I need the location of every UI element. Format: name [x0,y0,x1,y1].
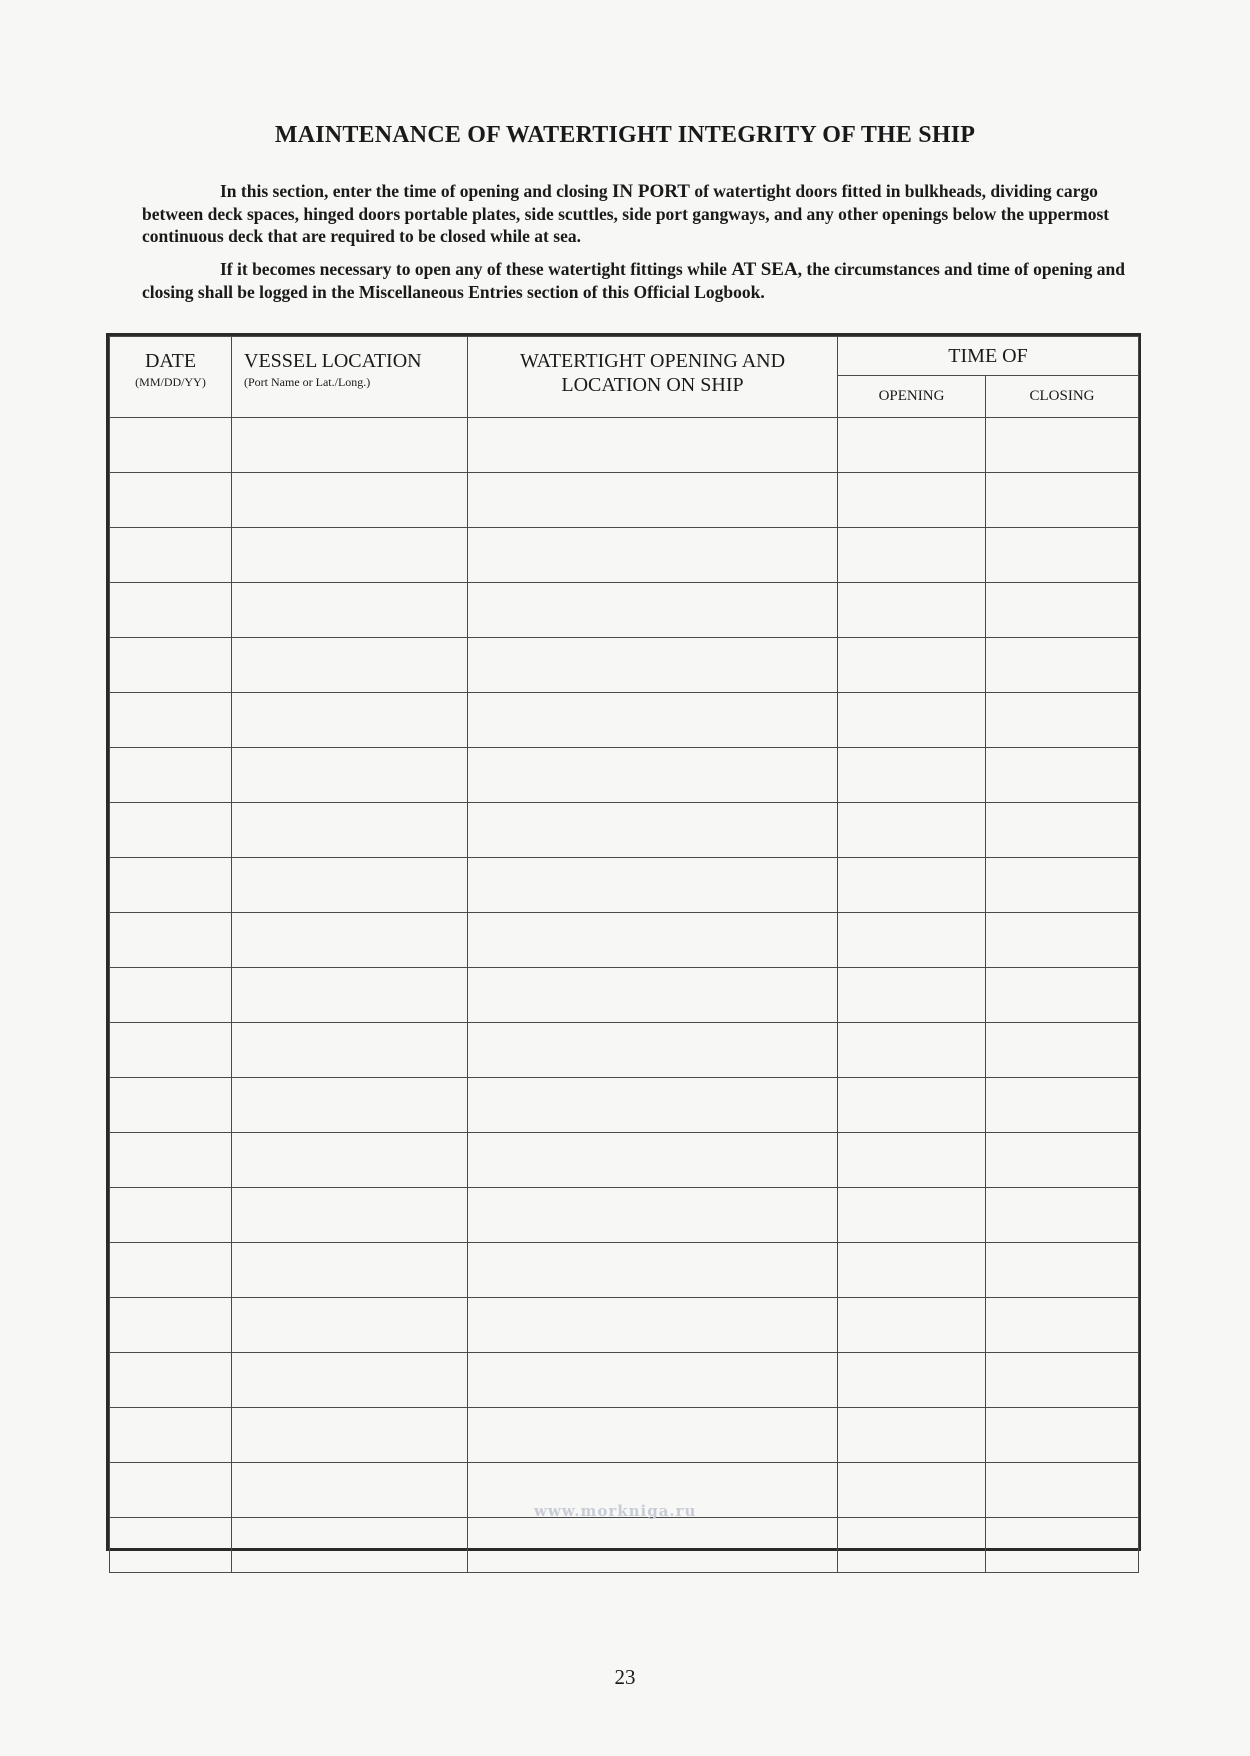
vessel-location-cell[interactable] [232,1518,468,1573]
time-closing-cell[interactable] [986,748,1139,803]
vessel-location-cell[interactable] [232,693,468,748]
vessel-location-cell[interactable] [232,748,468,803]
date-cell[interactable] [110,968,232,1023]
date-cell[interactable] [110,858,232,913]
watertight-log-table [106,333,1141,1551]
vessel-location-cell[interactable] [232,1133,468,1188]
watertight-opening-cell[interactable] [468,1133,838,1188]
table-row [110,913,1139,968]
time-closing-cell[interactable] [986,1353,1139,1408]
time-opening-cell[interactable] [838,583,986,638]
date-cell[interactable] [110,1023,232,1078]
time-opening-cell[interactable] [838,1078,986,1133]
time-opening-cell[interactable] [838,528,986,583]
log-table-body [110,418,1139,1573]
time-opening-cell[interactable] [838,1463,986,1518]
time-opening-cell[interactable] [838,418,986,473]
watertight-opening-cell[interactable] [468,1518,838,1573]
date-cell[interactable] [110,418,232,473]
date-cell[interactable] [110,1353,232,1408]
vessel-location-cell[interactable] [232,638,468,693]
watertight-opening-cell[interactable] [468,1078,838,1133]
time-closing-cell[interactable] [986,638,1139,693]
time-closing-cell[interactable] [986,693,1139,748]
time-opening-cell[interactable] [838,1243,986,1298]
time-closing-cell[interactable] [986,1078,1139,1133]
paragraph-text: If it becomes necessary to open any of these watertight fittings while [220,259,732,279]
date-cell[interactable] [110,1463,232,1518]
header-vessel-location-label: VESSEL LOCATION [244,350,422,372]
time-closing-cell[interactable] [986,1133,1139,1188]
vessel-location-cell[interactable] [232,1298,468,1353]
header-time-of: TIME OF [838,337,1139,376]
watertight-opening-cell[interactable] [468,418,838,473]
table-row [110,1353,1139,1408]
vessel-location-cell[interactable] [232,1463,468,1518]
header-opening: OPENING [838,376,986,418]
time-closing-cell[interactable] [986,913,1139,968]
time-opening-cell[interactable] [838,1188,986,1243]
watertight-opening-cell[interactable] [468,1243,838,1298]
emphasis-in-port: IN PORT [611,181,690,202]
vessel-location-cell[interactable] [232,968,468,1023]
paragraph-text: of watertight doors fitted in bulkheads, dividing cargo between deck spaces, hinged doors portable plates, side scuttles, side port gangways, and any other openings below the uppermost continuous deck that are required to be closed while at sea. [142,181,1110,246]
table-row [110,1518,1139,1573]
time-opening-cell[interactable] [838,1298,986,1353]
paragraph-text: , the circumstances and time of opening and closing shall be logged in the Miscellaneous Entries section of this Official Logbook. [142,259,1125,302]
watertight-opening-cell[interactable] [468,858,838,913]
table-row [110,583,1139,638]
header-watertight-line1: WATERTIGHT OPENING AND [519,350,786,372]
date-cell[interactable] [110,1518,232,1573]
date-cell[interactable] [110,1298,232,1353]
vessel-location-cell[interactable] [232,528,468,583]
time-opening-cell[interactable] [838,1518,986,1573]
watertight-opening-cell[interactable] [468,583,838,638]
date-cell[interactable] [110,1133,232,1188]
watertight-opening-cell[interactable] [468,803,838,858]
header-date-format: (MM/DD/YY) [135,375,206,389]
watertight-opening-cell[interactable] [468,1408,838,1463]
time-closing-cell[interactable] [986,1023,1139,1078]
header-date [110,337,232,418]
header-watertight-line2: LOCATION ON SHIP [561,374,744,396]
time-closing-cell[interactable] [986,1463,1139,1518]
watermark: www.morkniga.ru [534,1502,697,1520]
page-title: MAINTENANCE OF WATERTIGHT INTEGRITY OF THE SHIP [274,122,976,148]
time-opening-cell[interactable] [838,968,986,1023]
date-cell[interactable] [110,528,232,583]
vessel-location-cell[interactable] [232,473,468,528]
table-row [110,1188,1139,1243]
time-closing-cell[interactable] [986,1298,1139,1353]
table-row [110,693,1139,748]
table-row [110,1408,1139,1463]
time-closing-cell[interactable] [986,528,1139,583]
time-opening-cell[interactable] [838,748,986,803]
header-vessel-location-hint: (Port Name or Lat./Long.) [244,375,371,389]
time-opening-cell[interactable] [838,1353,986,1408]
vessel-location-cell[interactable] [232,1353,468,1408]
table-row [110,1078,1139,1133]
time-closing-cell[interactable] [986,418,1139,473]
header-closing: CLOSING [986,376,1139,418]
time-opening-cell[interactable] [838,1133,986,1188]
vessel-location-cell[interactable] [232,418,468,473]
time-opening-cell[interactable] [838,693,986,748]
date-cell[interactable] [110,583,232,638]
watertight-opening-cell[interactable] [468,968,838,1023]
table-row [110,1298,1139,1353]
time-opening-cell[interactable] [838,1408,986,1463]
time-closing-cell[interactable] [986,1408,1139,1463]
vessel-location-cell[interactable] [232,583,468,638]
time-opening-cell[interactable] [838,1023,986,1078]
time-closing-cell[interactable] [986,858,1139,913]
vessel-location-cell[interactable] [232,1188,468,1243]
header-date-label: DATE [144,350,197,372]
table-row [110,803,1139,858]
date-cell[interactable] [110,638,232,693]
time-opening-cell[interactable] [838,913,986,968]
vessel-location-cell[interactable] [232,1078,468,1133]
time-closing-cell[interactable] [986,1188,1139,1243]
table-row [110,638,1139,693]
table-row [110,968,1139,1023]
vessel-location-cell[interactable] [232,1023,468,1078]
watertight-opening-cell[interactable] [468,528,838,583]
date-cell[interactable] [110,1408,232,1463]
date-cell[interactable] [110,693,232,748]
time-closing-cell[interactable] [986,1243,1139,1298]
date-cell[interactable] [110,473,232,528]
page-number: 23 [614,1665,636,1689]
date-cell[interactable] [110,913,232,968]
paragraph-text: In this section, enter the time of opening and closing [220,181,612,201]
watertight-opening-cell[interactable] [468,1023,838,1078]
header-watertight-opening [468,337,838,418]
watertight-opening-cell[interactable] [468,638,838,693]
watertight-opening-cell[interactable] [468,748,838,803]
vessel-location-cell[interactable] [232,1243,468,1298]
time-closing-cell[interactable] [986,1518,1139,1573]
vessel-location-cell[interactable] [232,1408,468,1463]
header-vessel-location [232,337,468,418]
watertight-opening-cell[interactable] [468,1188,838,1243]
date-cell[interactable] [110,803,232,858]
instruction-paragraph-sea [142,258,1132,303]
table-row [110,1023,1139,1078]
time-opening-cell[interactable] [838,473,986,528]
date-cell[interactable] [110,748,232,803]
vessel-location-cell[interactable] [232,803,468,858]
vessel-location-cell[interactable] [232,913,468,968]
watertight-opening-cell[interactable] [468,693,838,748]
table-row [110,858,1139,913]
table-row [110,473,1139,528]
watertight-opening-cell[interactable] [468,1298,838,1353]
table-row [110,748,1139,803]
date-cell[interactable] [110,1188,232,1243]
watertight-opening-cell[interactable] [468,1353,838,1408]
instruction-paragraph-port [142,180,1132,247]
time-opening-cell[interactable] [838,858,986,913]
table-row [110,528,1139,583]
watertight-opening-cell[interactable] [468,473,838,528]
table-row [110,1133,1139,1188]
table-row [110,1243,1139,1298]
table-row [110,418,1139,473]
time-closing-cell[interactable] [986,583,1139,638]
watertight-opening-cell[interactable] [468,913,838,968]
time-closing-cell[interactable] [986,803,1139,858]
time-closing-cell[interactable] [986,473,1139,528]
emphasis-at-sea: AT SEA [731,259,798,280]
time-closing-cell[interactable] [986,968,1139,1023]
date-cell[interactable] [110,1078,232,1133]
time-opening-cell[interactable] [838,638,986,693]
vessel-location-cell[interactable] [232,858,468,913]
time-opening-cell[interactable] [838,803,986,858]
date-cell[interactable] [110,1243,232,1298]
